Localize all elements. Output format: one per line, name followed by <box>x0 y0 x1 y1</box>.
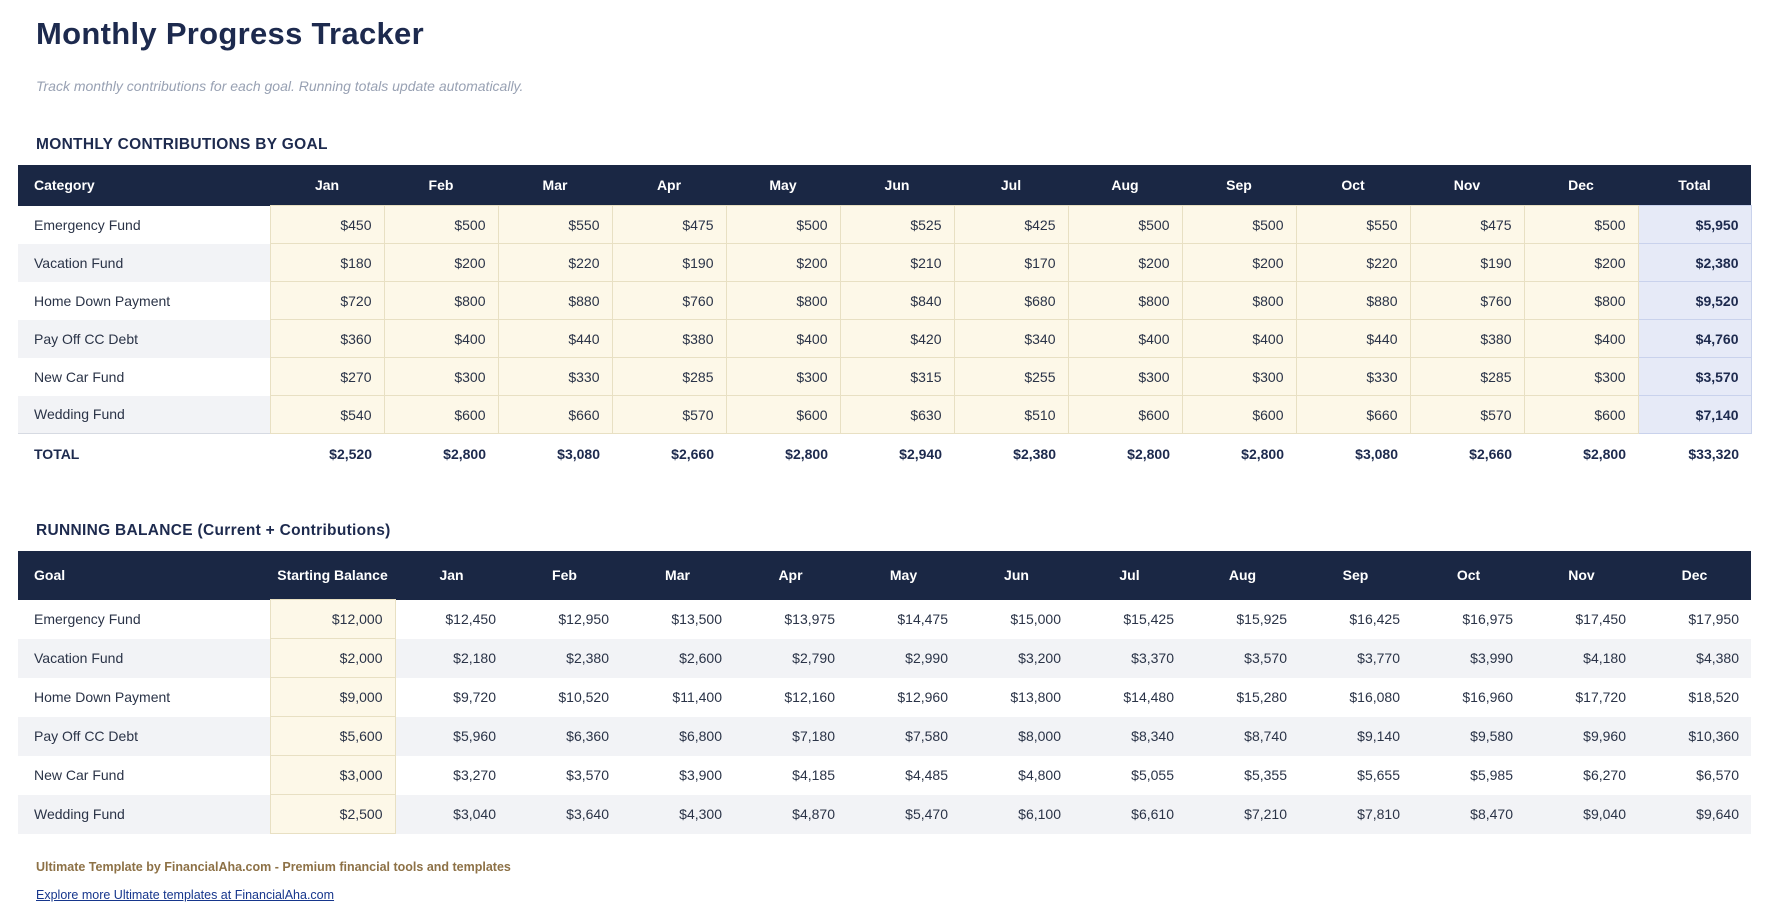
balance-cell: $17,450 <box>1525 600 1638 639</box>
balance-cell: $14,475 <box>847 600 960 639</box>
contribution-cell[interactable]: $510 <box>954 396 1068 434</box>
goal-cell: Pay Off CC Debt <box>18 717 270 756</box>
contribution-cell[interactable]: $840 <box>840 282 954 320</box>
balance-cell: $2,990 <box>847 639 960 678</box>
column-header-category: Category <box>18 165 270 206</box>
table-row <box>18 396 1751 434</box>
contribution-cell[interactable]: $600 <box>1182 396 1296 434</box>
table-row <box>18 358 1751 396</box>
balance-cell: $5,655 <box>1299 756 1412 795</box>
contribution-cell[interactable]: $400 <box>726 320 840 358</box>
balance-cell: $9,960 <box>1525 717 1638 756</box>
contribution-cell[interactable]: $760 <box>612 282 726 320</box>
table-row <box>18 717 1751 756</box>
contribution-cell[interactable]: $200 <box>384 244 498 282</box>
category-cell: Emergency Fund <box>18 206 270 244</box>
balance-cell: $8,340 <box>1073 717 1186 756</box>
contribution-cell[interactable]: $200 <box>726 244 840 282</box>
balance-cell: $6,570 <box>1638 756 1751 795</box>
column-header-mar: Mar <box>498 165 612 206</box>
balance-cell: $18,520 <box>1638 678 1751 717</box>
balance-cell: $16,080 <box>1299 678 1412 717</box>
column-header-jul: Jul <box>954 165 1068 206</box>
balance-cell: $8,470 <box>1412 795 1525 834</box>
column-header-goal: Goal <box>18 551 270 600</box>
month-total-cell: $2,940 <box>840 434 954 475</box>
balance-cell: $15,925 <box>1186 600 1299 639</box>
row-total-cell: $9,520 <box>1638 282 1751 320</box>
grand-total-label: TOTAL <box>18 434 270 475</box>
contribution-cell[interactable]: $200 <box>1068 244 1182 282</box>
balance-cell: $15,000 <box>960 600 1073 639</box>
month-total-cell: $2,800 <box>1068 434 1182 475</box>
column-header-apr: Apr <box>612 165 726 206</box>
month-total-cell: $2,800 <box>1524 434 1638 475</box>
category-cell: Wedding Fund <box>18 396 270 434</box>
contribution-cell[interactable]: $330 <box>498 358 612 396</box>
column-header-sep: Sep <box>1299 551 1412 600</box>
balance-cell: $8,740 <box>1186 717 1299 756</box>
column-header-oct: Oct <box>1412 551 1525 600</box>
month-total-cell: $2,660 <box>1410 434 1524 475</box>
balance-cell: $7,580 <box>847 717 960 756</box>
balance-cell: $4,380 <box>1638 639 1751 678</box>
balance-cell: $9,140 <box>1299 717 1412 756</box>
contribution-cell[interactable]: $400 <box>384 320 498 358</box>
month-total-cell: $2,660 <box>612 434 726 475</box>
column-header-jun: Jun <box>960 551 1073 600</box>
balance-cell: $3,200 <box>960 639 1073 678</box>
contribution-cell[interactable]: $270 <box>270 358 384 396</box>
contribution-cell[interactable]: $380 <box>612 320 726 358</box>
contribution-cell[interactable]: $220 <box>498 244 612 282</box>
balance-cell: $16,425 <box>1299 600 1412 639</box>
category-cell: Home Down Payment <box>18 282 270 320</box>
balance-cell: $12,960 <box>847 678 960 717</box>
contribution-cell[interactable]: $300 <box>384 358 498 396</box>
month-total-cell: $2,800 <box>384 434 498 475</box>
contribution-cell[interactable]: $190 <box>612 244 726 282</box>
contribution-cell[interactable]: $200 <box>1182 244 1296 282</box>
balance-cell: $2,600 <box>621 639 734 678</box>
column-header-jul: Jul <box>1073 551 1186 600</box>
balance-cell: $5,355 <box>1186 756 1299 795</box>
balance-cell: $10,520 <box>508 678 621 717</box>
contributions-table <box>18 165 1752 474</box>
contribution-cell[interactable]: $880 <box>1296 282 1410 320</box>
column-header-jan: Jan <box>270 165 384 206</box>
contribution-cell[interactable]: $475 <box>612 206 726 244</box>
contribution-cell[interactable]: $300 <box>1068 358 1182 396</box>
category-cell: Vacation Fund <box>18 244 270 282</box>
contribution-cell[interactable]: $600 <box>726 396 840 434</box>
balance-cell: $7,810 <box>1299 795 1412 834</box>
contribution-cell[interactable]: $400 <box>1068 320 1182 358</box>
balance-cell: $3,570 <box>508 756 621 795</box>
column-header-oct: Oct <box>1296 165 1410 206</box>
contribution-cell[interactable]: $550 <box>1296 206 1410 244</box>
column-header-feb: Feb <box>508 551 621 600</box>
goal-cell: Wedding Fund <box>18 795 270 834</box>
contribution-cell[interactable]: $220 <box>1296 244 1410 282</box>
starting-balance-cell[interactable]: $2,500 <box>270 795 395 834</box>
contribution-cell[interactable]: $420 <box>840 320 954 358</box>
column-header-mar: Mar <box>621 551 734 600</box>
balance-cell: $3,370 <box>1073 639 1186 678</box>
column-header-sep: Sep <box>1182 165 1296 206</box>
header-row <box>18 165 1751 206</box>
contribution-cell[interactable]: $500 <box>1524 206 1638 244</box>
balance-cell: $9,640 <box>1638 795 1751 834</box>
column-header-dec: Dec <box>1524 165 1638 206</box>
contribution-cell[interactable]: $880 <box>498 282 612 320</box>
contribution-cell[interactable]: $500 <box>726 206 840 244</box>
contribution-cell[interactable]: $525 <box>840 206 954 244</box>
balance-cell: $6,800 <box>621 717 734 756</box>
balance-section-heading: RUNNING BALANCE (Current + Contributions) <box>36 522 391 539</box>
contribution-cell[interactable]: $300 <box>726 358 840 396</box>
contributions-table-header <box>18 165 1751 206</box>
starting-balance-cell[interactable]: $12,000 <box>270 600 395 639</box>
contribution-cell[interactable]: $600 <box>384 396 498 434</box>
contribution-cell[interactable]: $800 <box>1068 282 1182 320</box>
contribution-cell[interactable]: $660 <box>1296 396 1410 434</box>
column-header-jan: Jan <box>395 551 508 600</box>
month-total-cell: $3,080 <box>1296 434 1410 475</box>
contributions-table-body <box>18 206 1751 475</box>
balance-cell: $15,425 <box>1073 600 1186 639</box>
contribution-cell[interactable]: $255 <box>954 358 1068 396</box>
row-total-cell: $4,760 <box>1638 320 1751 358</box>
balance-cell: $9,040 <box>1525 795 1638 834</box>
contribution-cell[interactable]: $170 <box>954 244 1068 282</box>
balance-cell: $2,380 <box>508 639 621 678</box>
balance-cell: $16,975 <box>1412 600 1525 639</box>
contribution-cell[interactable]: $800 <box>1524 282 1638 320</box>
balance-cell: $17,950 <box>1638 600 1751 639</box>
balance-cell: $4,870 <box>734 795 847 834</box>
balance-cell: $13,500 <box>621 600 734 639</box>
contribution-cell[interactable]: $380 <box>1410 320 1524 358</box>
contribution-cell[interactable]: $330 <box>1296 358 1410 396</box>
table-row <box>18 756 1751 795</box>
running-balance-table <box>18 551 1752 834</box>
contribution-cell[interactable]: $425 <box>954 206 1068 244</box>
balance-cell: $12,950 <box>508 600 621 639</box>
contribution-cell[interactable]: $800 <box>726 282 840 320</box>
column-header-apr: Apr <box>734 551 847 600</box>
balance-cell: $3,570 <box>1186 639 1299 678</box>
balance-cell: $16,960 <box>1412 678 1525 717</box>
column-header-may: May <box>847 551 960 600</box>
month-total-cell: $2,800 <box>1182 434 1296 475</box>
balance-cell: $2,790 <box>734 639 847 678</box>
contribution-cell[interactable]: $300 <box>1524 358 1638 396</box>
contribution-cell[interactable]: $540 <box>270 396 384 434</box>
contribution-cell[interactable]: $660 <box>498 396 612 434</box>
column-header-aug: Aug <box>1068 165 1182 206</box>
balance-cell: $14,480 <box>1073 678 1186 717</box>
row-total-cell: $3,570 <box>1638 358 1751 396</box>
contribution-cell[interactable]: $570 <box>612 396 726 434</box>
table-row <box>18 600 1751 639</box>
balance-cell: $7,180 <box>734 717 847 756</box>
contribution-cell[interactable]: $400 <box>1524 320 1638 358</box>
balance-cell: $9,720 <box>395 678 508 717</box>
balance-cell: $12,160 <box>734 678 847 717</box>
balance-cell: $6,360 <box>508 717 621 756</box>
contribution-cell[interactable]: $760 <box>1410 282 1524 320</box>
contribution-cell[interactable]: $550 <box>498 206 612 244</box>
balance-cell: $5,960 <box>395 717 508 756</box>
contribution-cell[interactable]: $600 <box>1524 396 1638 434</box>
column-header-may: May <box>726 165 840 206</box>
goal-cell: Vacation Fund <box>18 639 270 678</box>
column-header-aug: Aug <box>1186 551 1299 600</box>
goal-cell: Home Down Payment <box>18 678 270 717</box>
column-header-dec: Dec <box>1638 551 1751 600</box>
category-cell: New Car Fund <box>18 358 270 396</box>
explore-templates-link[interactable]: Explore more Ultimate templates at FinancialAha.com <box>36 888 335 902</box>
balance-cell: $9,580 <box>1412 717 1525 756</box>
table-row <box>18 678 1751 717</box>
balance-cell: $4,180 <box>1525 639 1638 678</box>
balance-cell: $6,270 <box>1525 756 1638 795</box>
balance-cell: $6,100 <box>960 795 1073 834</box>
balance-cell: $3,900 <box>621 756 734 795</box>
balance-cell: $13,975 <box>734 600 847 639</box>
column-header-nov: Nov <box>1525 551 1638 600</box>
row-total-cell: $2,380 <box>1638 244 1751 282</box>
month-total-cell: $2,380 <box>954 434 1068 475</box>
contribution-cell[interactable]: $285 <box>612 358 726 396</box>
month-total-cell: $2,520 <box>270 434 384 475</box>
balance-table-body <box>18 600 1751 834</box>
balance-cell: $3,990 <box>1412 639 1525 678</box>
goal-cell: New Car Fund <box>18 756 270 795</box>
contribution-cell[interactable]: $180 <box>270 244 384 282</box>
contribution-cell[interactable]: $285 <box>1410 358 1524 396</box>
contribution-cell[interactable]: $210 <box>840 244 954 282</box>
balance-cell: $12,450 <box>395 600 508 639</box>
contribution-cell[interactable]: $315 <box>840 358 954 396</box>
balance-cell: $2,180 <box>395 639 508 678</box>
table-row <box>18 795 1751 834</box>
goal-cell: Emergency Fund <box>18 600 270 639</box>
balance-cell: $5,470 <box>847 795 960 834</box>
balance-cell: $15,280 <box>1186 678 1299 717</box>
contribution-cell[interactable]: $600 <box>1068 396 1182 434</box>
balance-cell: $3,770 <box>1299 639 1412 678</box>
starting-balance-cell[interactable]: $2,000 <box>270 639 395 678</box>
grand-total-row <box>18 434 1751 475</box>
page-footer <box>36 860 1751 904</box>
balance-table-header <box>18 551 1751 600</box>
row-total-cell: $5,950 <box>1638 206 1751 244</box>
contribution-cell[interactable]: $800 <box>384 282 498 320</box>
column-header-nov: Nov <box>1410 165 1524 206</box>
contribution-cell[interactable]: $720 <box>270 282 384 320</box>
contribution-cell[interactable]: $190 <box>1410 244 1524 282</box>
table-row <box>18 320 1751 358</box>
row-total-cell: $7,140 <box>1638 396 1751 434</box>
contribution-cell[interactable]: $630 <box>840 396 954 434</box>
contribution-cell[interactable]: $570 <box>1410 396 1524 434</box>
table-row <box>18 244 1751 282</box>
contribution-cell[interactable]: $475 <box>1410 206 1524 244</box>
starting-balance-cell[interactable]: $9,000 <box>270 678 395 717</box>
contribution-cell[interactable]: $400 <box>1182 320 1296 358</box>
contribution-cell[interactable]: $200 <box>1524 244 1638 282</box>
balance-cell: $4,800 <box>960 756 1073 795</box>
category-cell: Pay Off CC Debt <box>18 320 270 358</box>
balance-cell: $5,055 <box>1073 756 1186 795</box>
starting-balance-cell[interactable]: $5,600 <box>270 717 395 756</box>
column-header-jun: Jun <box>840 165 954 206</box>
month-total-cell: $2,800 <box>726 434 840 475</box>
contribution-cell[interactable]: $500 <box>1068 206 1182 244</box>
grand-total-cell: $33,320 <box>1638 434 1751 475</box>
column-header-total: Total <box>1638 165 1751 206</box>
balance-cell: $4,185 <box>734 756 847 795</box>
contribution-cell[interactable]: $680 <box>954 282 1068 320</box>
contribution-cell[interactable]: $300 <box>1182 358 1296 396</box>
balance-cell: $17,720 <box>1525 678 1638 717</box>
starting-balance-cell[interactable]: $3,000 <box>270 756 395 795</box>
page <box>0 16 1769 904</box>
balance-cell: $13,800 <box>960 678 1073 717</box>
contribution-cell[interactable]: $340 <box>954 320 1068 358</box>
header-row <box>18 551 1751 600</box>
balance-cell: $7,210 <box>1186 795 1299 834</box>
balance-cell: $8,000 <box>960 717 1073 756</box>
balance-cell: $5,985 <box>1412 756 1525 795</box>
table-row <box>18 206 1751 244</box>
balance-cell: $3,040 <box>395 795 508 834</box>
balance-cell: $3,640 <box>508 795 621 834</box>
table-row <box>18 282 1751 320</box>
contribution-cell[interactable]: $440 <box>1296 320 1410 358</box>
balance-cell: $4,485 <box>847 756 960 795</box>
contribution-cell[interactable]: $500 <box>384 206 498 244</box>
page-title: Monthly Progress Tracker <box>36 16 424 51</box>
balance-cell: $3,270 <box>395 756 508 795</box>
contributions-section-heading: MONTHLY CONTRIBUTIONS BY GOAL <box>36 136 328 153</box>
balance-cell: $6,610 <box>1073 795 1186 834</box>
contribution-cell[interactable]: $450 <box>270 206 384 244</box>
contribution-cell[interactable]: $800 <box>1182 282 1296 320</box>
balance-cell: $11,400 <box>621 678 734 717</box>
table-row <box>18 639 1751 678</box>
contribution-cell[interactable]: $440 <box>498 320 612 358</box>
column-header-starting-balance: Starting Balance <box>270 551 395 600</box>
column-header-feb: Feb <box>384 165 498 206</box>
balance-cell: $4,300 <box>621 795 734 834</box>
contribution-cell[interactable]: $360 <box>270 320 384 358</box>
contribution-cell[interactable]: $500 <box>1182 206 1296 244</box>
template-credit-text: Ultimate Template by FinancialAha.com - Premium financial tools and templates <box>36 860 511 874</box>
page-subtitle: Track monthly contributions for each goal. Running totals update automatically. <box>36 78 524 94</box>
month-total-cell: $3,080 <box>498 434 612 475</box>
balance-cell: $10,360 <box>1638 717 1751 756</box>
